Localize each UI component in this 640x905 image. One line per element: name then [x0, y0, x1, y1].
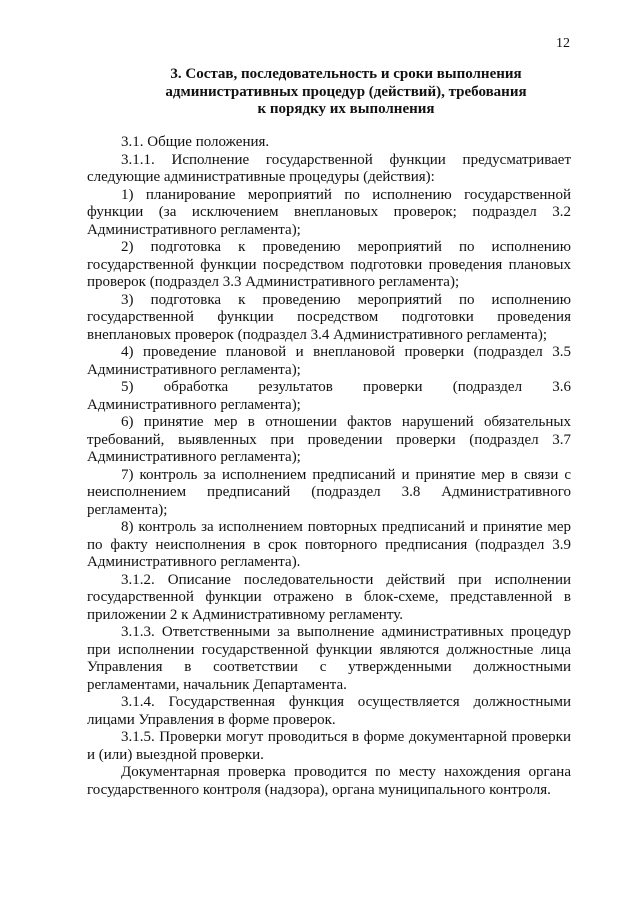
paragraph-3-1-4: 3.1.4. Государственная функция осуществляется должностными лицами Управления в форме проверок. [87, 694, 571, 728]
paragraph-3-1-3: 3.1.3. Ответственными за выполнение административных процедур при исполнении государственной функции являются должностные лица Управления в соответствии с утвержденными должностными регламентами, начальник Департамента. [87, 624, 571, 693]
list-item-2: 2) подготовка к проведению мероприятий по исполнению государственной функции посредством подготовки проведения плановых проверок (подраздел 3.3 Административного регламента); [87, 239, 571, 290]
list-item-5: 5) обработка результатов проверки (подраздел 3.6 Административного регламента); [87, 379, 571, 413]
list-item-6: 6) принятие мер в отношении фактов нарушений обязательных требований, выявленных при проведении проверки (подраздел 3.7 Административного регламента); [87, 414, 571, 465]
paragraph-3-1-1: 3.1.1. Исполнение государственной функции предусматривает следующие административные процедуры (действия): [87, 151, 571, 185]
paragraph-3-1: 3.1. Общие положения. [121, 134, 270, 150]
paragraph-documentary-check: Документарная проверка проводится по месту нахождения органа государственного контроля (надзора), органа муниципального контроля. [87, 764, 571, 798]
list-item-4: 4) проведение плановой и внеплановой проверки (подраздел 3.5 Административного регламента); [87, 344, 571, 378]
page-number: 12 [556, 36, 570, 51]
list-item-7: 7) контроль за исполнением предписаний и принятие мер в связи с неисполнением предписаний (подраздел 3.8 Административного регламента); [87, 466, 571, 518]
document-body [87, 134, 571, 799]
list-item-8: 8) контроль за исполнением повторных предписаний и принятие мер по факту неисполнения в срок повторного предписания (подраздел 3.9 Административного регламента). [87, 519, 571, 570]
paragraph-3-1-5: 3.1.5. Проверки могут проводиться в форме документарной проверки и (или) выездной проверки. [87, 729, 571, 763]
list-item-1: 1) планирование мероприятий по исполнению государственной функции (за исключением внеплановых проверок; подраздел 3.2 Административного регламента); [87, 186, 571, 238]
section-heading [120, 66, 572, 119]
heading-line: административных процедур (действий), требования [165, 83, 527, 100]
heading-line: к порядку их выполнения [257, 101, 435, 117]
list-item-3: 3) подготовка к проведению мероприятий по исполнению государственной функции посредством подготовки проведения внеплановых проверок (подраздел 3.4 Административного регламента); [87, 291, 571, 343]
heading-line: 3. Состав, последовательность и сроки выполнения [170, 66, 522, 82]
paragraph-3-1-2: 3.1.2. Описание последовательности действий при исполнении государственной функции отражено в блок-схеме, представленной в приложении 2 к Административному регламенту. [87, 571, 571, 623]
